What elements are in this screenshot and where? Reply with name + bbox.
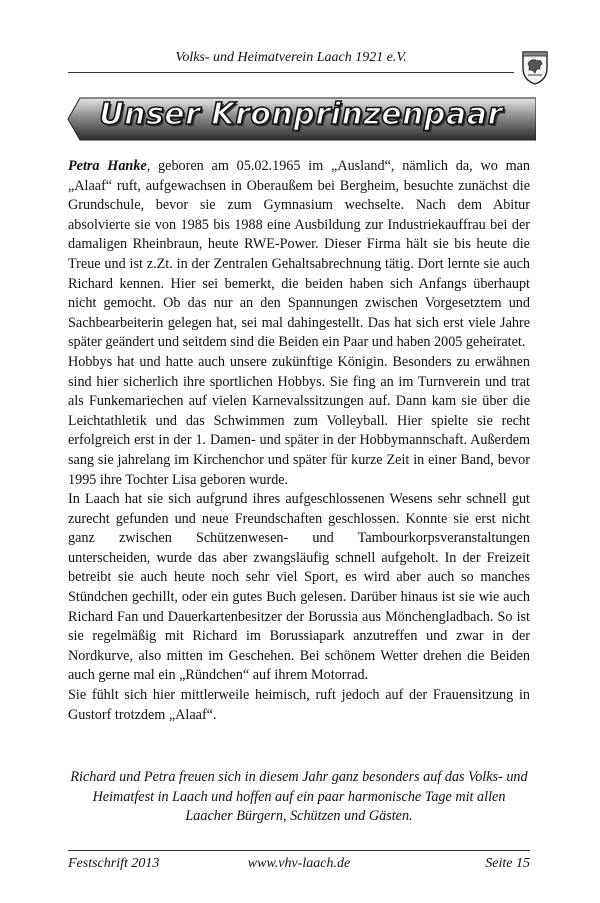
paragraph-2: Hobbys hat und hatte auch unsere zukünftige Königin. Besonders zu erwähnen sind hier sicherlich ihre sportlichen Hobbys. Sie fing an im Turnverein und trat als Funkemariechen auf vielen Karnevalssitzungen auf. Dann kam sie über die Leichtathletik und das Schwimmen zum Volleyball. Hier spielte sie recht erfolgreich erst in der 1. Damen- und später in der Hobbymannschaft. Außerdem sang sie jahrelang im Kirchenchor und später für kurze Zeit in einer Band, bevor 1995 ihre Tochter Lisa geboren wurde. xyxy=(68,353,530,488)
paragraph-3: In Laach hat sie sich aufgrund ihres aufgeschlossenen Wesens sehr schnell gut zurecht gefunden und neue Freundschaften geschlossen. Konnte sie erst nicht ganz zwischen Schützenwesen- und Tambourkorpsveranstaltungen unterscheiden, wurde das aber zwangsläufig schnell aufgeholt. In der Freizeit betreibt sie auch heute noch sehr viel Sport, es wird aber auch so manches Stündchen gechillt, oder ein gutes Buch gelesen. Darüber hinaus ist sie wie auch Richard Fan und Dauerkartenbesitzer der Borussia aus Mönchengladbach. So ist sie regelmäßig mit Richard im Borussiapark anzutreffen und zwar in der Nordkurve, also mitten im Geschehen. Bei schönem Wetter drehen die Beiden auch gerne mal ein „Ründchen“ auf ihrem Motorrad. xyxy=(68,491,530,684)
footer-divider xyxy=(68,850,530,851)
footer-page-number: Seite 15 xyxy=(485,856,530,871)
page-title: Unser Kronprinzenpaar xyxy=(99,97,503,132)
paragraph-4: Sie fühlt sich hier mittlerweile heimisch, ruft jedoch auf der Frauensitzung in Gustorf trotzdem „Alaaf“. xyxy=(68,687,530,723)
closing-text: Richard und Petra freuen sich in diesem Jahr ganz besonders auf das Volks- und Heimatfest in Laach und hoffen auf ein paar harmonische Tage mit allen Laacher Bürgern, Schützen und Gästen. xyxy=(70,769,528,825)
footer-publication: Festschrift 2013 xyxy=(68,856,160,871)
page-footer xyxy=(68,856,530,876)
footer-website: www.vhv-laach.de xyxy=(247,856,351,871)
article-body xyxy=(68,157,530,725)
intro-name: Petra Hanke xyxy=(68,158,147,174)
paragraph-1 xyxy=(68,157,530,353)
closing-statement xyxy=(68,768,530,827)
title-banner-label-wrap xyxy=(66,94,536,144)
header-divider xyxy=(68,72,514,73)
coat-of-arms-icon xyxy=(520,48,550,86)
page-header xyxy=(68,44,514,74)
paragraph-1-text: , geboren am 05.02.1965 im „Ausland“, nämlich da, wo man „Alaaf“ ruft, aufgewachsen in Oberaußem bei Bergheim, besuchte zunächst die Grundschule, bevor sie zum Gymnasium wechselte. Nach dem Abitur absolvierte sie von 1985 bis 1988 eine Ausbildung zur Industriekauffrau bei der damaligen Rheinbraun, heute RWE-Power. Dieser Firma hält sie bis heute die Treue und ist z.Zt. in der Zentralen Gehaltsabrechnung tätig. Dort lernte sie auch Richard kennen. Hier sei bemerkt, die beiden haben sich Anfangs überhaupt nicht gemocht. Ob das nur an den Spannungen zwischen Vorgesetztem und Sachbearbeiterin gelegen hat, sei mal dahingestellt. Das hat sich erst viele Jahre später geändert und seitdem sind die Beiden ein Paar und haben 2005 geheiratet. xyxy=(68,158,530,351)
header-title: Volks- und Heimatverein Laach 1921 e.V. xyxy=(175,50,407,65)
